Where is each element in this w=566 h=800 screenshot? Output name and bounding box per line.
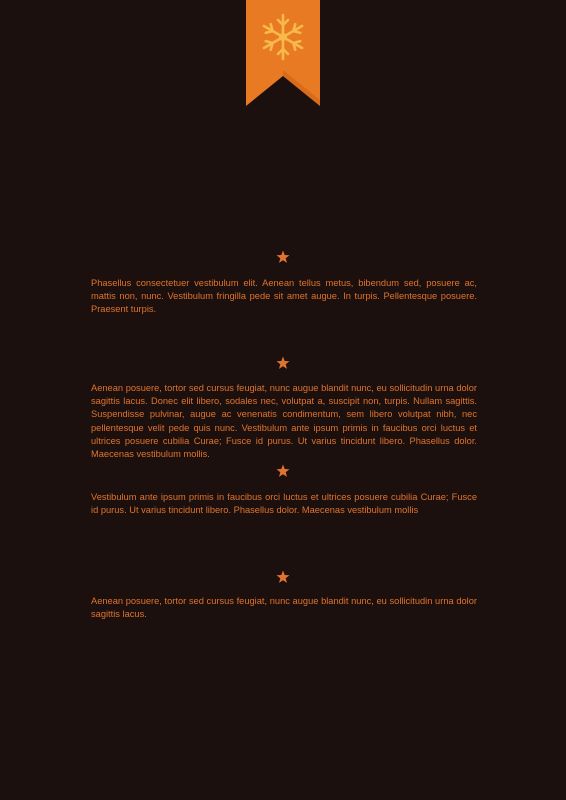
section-paragraph: Aenean posuere, tortor sed cursus feugiat, nunc augue blandit nunc, eu sollicitudin urna dolor sagittis lacus. bbox=[91, 596, 477, 620]
star-icon bbox=[276, 250, 290, 264]
section-paragraph: Phasellus consectetuer vestibulum elit. Aenean tellus metus, bibendum sed, posuere ac, mattis non, nunc. Vestibulum fringilla pede sit amet augue. In turpis. Pellentesque posuere. Praesent turpis. bbox=[91, 278, 477, 315]
section-paragraph: Aenean posuere, tortor sed cursus feugiat, nunc augue blandit nunc, eu sollicitudin urna dolor sagittis lacus. Donec elit libero, sodales nec, volutpat a, suscipit non, turpis. Nullam sagittis. Suspendisse pulvinar, augue ac venenatis condimentum, sem libero volutpat nibh, nec pellentesque velit pede quis nunc. Vestibulum ante ipsum primis in faucibus orci luctus et ultrices posuere cubilia Curae; Fusce id purus. Ut varius tincidunt libero. Phasellus dolor. Maecenas vestibulum mollis. bbox=[91, 383, 477, 460]
star-icon bbox=[276, 464, 290, 478]
ribbon-bookmark bbox=[246, 0, 320, 106]
section-paragraph: Vestibulum ante ipsum primis in faucibus orci luctus et ultrices posuere cubilia Curae; Fusce id purus. Ut varius tincidunt libero. Phasellus dolor. Maecenas vestibulum mollis bbox=[91, 492, 477, 516]
star-icon bbox=[276, 570, 290, 584]
star-icon bbox=[276, 356, 290, 370]
